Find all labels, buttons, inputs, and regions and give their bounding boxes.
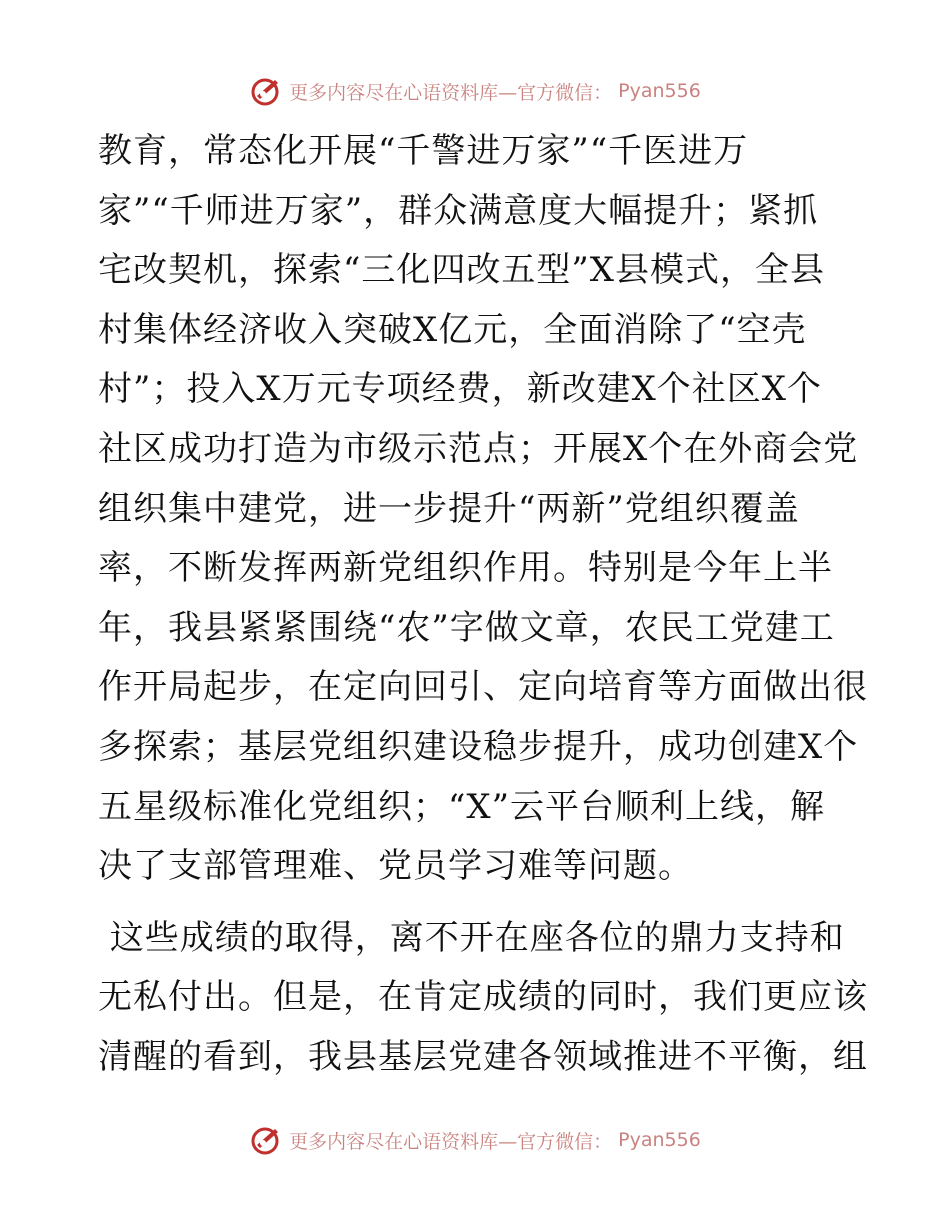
text-line: 村集体经济收入突破X亿元，全面消除了“空壳 (98, 309, 807, 350)
text-line: 作开局起步，在定向回引、定向培育等方面做出很 (98, 667, 868, 708)
watermark-text: 更多内容尽在心语资料库—官方微信： (289, 1130, 613, 1153)
text-line: 率，不断发挥两新党组织作用。特别是今年上半 (98, 548, 833, 589)
text-line: 这些成绩的取得，离不开在座各位的鼎力支持和 (98, 917, 845, 958)
watermark-id: Pyan556 (618, 1129, 701, 1151)
footer-watermark (0, 1120, 950, 1160)
pen-logo-icon (249, 74, 283, 108)
paragraph (98, 909, 868, 1088)
paragraph-gap (98, 897, 858, 909)
text-line: 清醒的看到，我县基层党建各领域推进不平衡，组 (98, 1036, 868, 1077)
text-line: 村”；投入X万元专项经费，新改建X个社区X个 (98, 369, 822, 410)
text-line: 无私付出。但是，在肯定成绩的同时，我们更应该 (98, 977, 868, 1018)
text-line: 五星级标准化党组织；“X”云平台顺利上线，解 (98, 786, 825, 827)
text-line: 教育，常态化开展“千警进万家”“千医进万 (98, 131, 749, 171)
paragraph (98, 122, 868, 897)
header-watermark (0, 71, 950, 111)
text-line: 社区成功打造为市级示范点；开展X个在外商会党 (98, 428, 859, 469)
pen-logo-icon (249, 1123, 283, 1157)
text-line: 多探索；基层党组织建设稳步提升，成功创建X个 (98, 726, 859, 767)
document-body (98, 122, 868, 1088)
text-line: 家”“千师进万家”，群众满意度大幅提升；紧抓 (98, 190, 819, 231)
watermark-text: 更多内容尽在心语资料库—官方微信： (289, 81, 613, 104)
text-line: 宅改契机，探索“三化四改五型”X县模式，全县 (98, 250, 825, 291)
text-line: 年，我县紧紧围绕“农”字做文章，农民工党建工 (98, 607, 835, 648)
text-line: 决了支部管理难、党员学习难等问题。 (98, 846, 693, 887)
text-line: 组织集中建党，进一步提升“两新”党组织覆盖 (98, 488, 800, 529)
watermark-id: Pyan556 (618, 80, 701, 102)
